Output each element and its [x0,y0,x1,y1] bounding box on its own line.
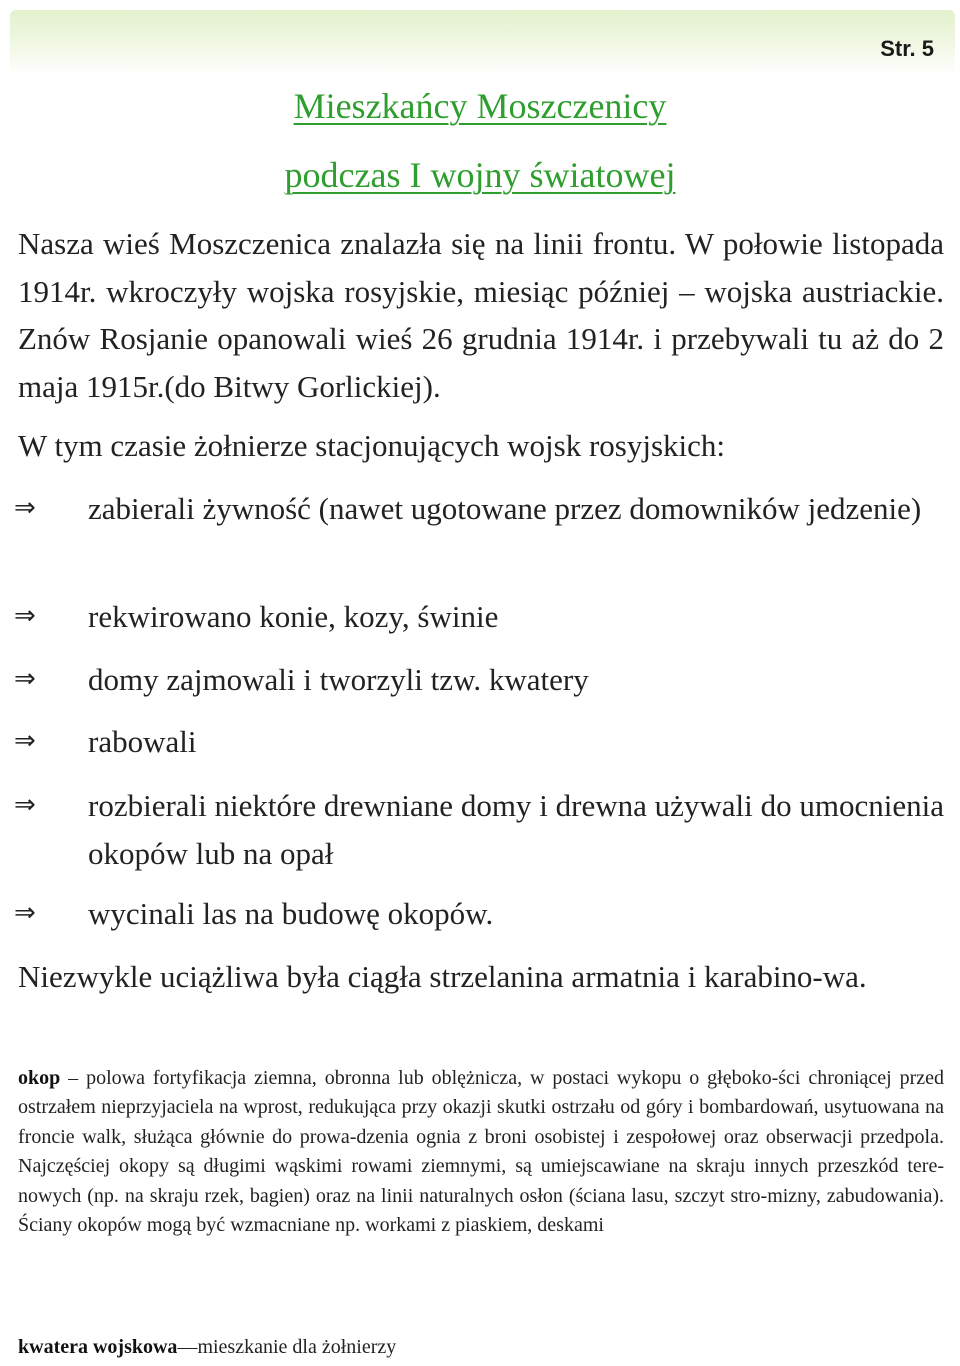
intro-paragraph: Nasza wieś Moszczenica znalazła się na linii frontu. W połowie listopada 1914r. wkroczyły wojska rosyjskie, miesiąc później – wojska austriackie. Znów Rosjanie opanowali wieś 26 grudnia 1914r. i przebywali tu aż do 2 maja 1915r.(do Bitwy Gorlickiej). [18,226,944,404]
page-number: Str. 5 [880,36,934,61]
double-right-arrow-icon: ⇒ [14,726,36,756]
double-right-arrow-icon: ⇒ [14,790,36,820]
list-item-text: rabowali [88,724,197,759]
definition-okop [18,1064,944,1240]
definition-term: okop [18,1067,61,1089]
closing-paragraph: Niezwykle uciążliwa była ciągła strzelanina armatnia i karabino-wa. [18,959,867,994]
definition-kwatera [18,1333,944,1362]
double-right-arrow-icon: ⇒ [14,601,36,631]
list-item-text: wycinali las na budowę okopów. [88,896,494,931]
list-item-text: rozbierali niektóre drewniane domy i drewna używali do umocnienia okopów lub na opał [88,788,944,871]
definition-text: mieszkanie dla żołnierzy [197,1336,397,1358]
list-item-text: rekwirowano konie, kozy, świnie [88,599,499,634]
definition-separator: – [60,1067,87,1089]
definition-separator: — [177,1336,198,1358]
double-right-arrow-icon: ⇒ [14,898,36,928]
title-line-2: podczas I wojny światowej [284,155,676,195]
list-item-text: domy zajmowali i tworzyli tzw. kwatery [88,662,589,697]
list-item-text: zabierali żywność (nawet ugotowane przez domowników jedzenie) [88,491,922,526]
definition-term: kwatera wojskowa [18,1336,178,1358]
double-right-arrow-icon: ⇒ [14,493,36,523]
definition-text: polowa fortyfikacja ziemna, obronna lub oblężnicza, w postaci wykopu o głęboko-ści chroniącej przed ostrzałem nieprzyjaciela na wprost, redukująca przy okazji skutki ostrzału od góry i bombardowań, usytuowana na froncie walk, służąca głównie do prowa-dzenia ognia z broni osobistej i zespołowej oraz obserwacji przedpola. Najczęściej okopy są długimi wąskimi rowami ziemnymi, są umiejscawiane na skraju innych przeszkód tere-nowych (np. na skraju rzek, bagien) oraz na linii naturalnych osłon (ściana lasu, szczyt stro-mizny, zabudowania). Ściany okopów mogą być wzmacniane np. workami z piaskiem, deskami [18,1067,945,1237]
double-right-arrow-icon: ⇒ [14,664,36,694]
header-band [10,10,955,76]
title-line-1: Mieszkańcy Moszczenicy [293,86,667,126]
lead-sentence: W tym czasie żołnierze stacjonujących wojsk rosyjskich: [18,428,726,463]
